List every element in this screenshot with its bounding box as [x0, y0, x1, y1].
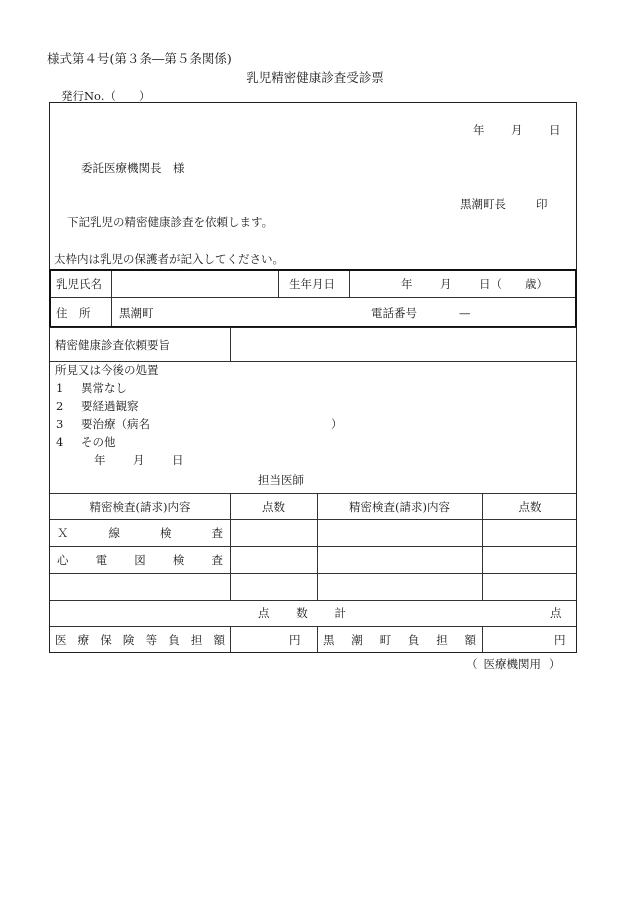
- birth-day: 日（: [479, 277, 502, 291]
- birth-label-divider-left: [278, 271, 279, 297]
- option-3-text: 要治療（病名: [81, 417, 150, 431]
- option-2-text: 要経過観察: [81, 399, 139, 413]
- findings-label: 所見又は今後の処置: [55, 363, 159, 377]
- addressee: 委託医療機関長 様: [81, 161, 185, 175]
- footer-close-paren: ）: [549, 657, 561, 671]
- option-1-number: 1: [56, 381, 64, 395]
- request-date-month: 月: [511, 123, 523, 137]
- label-divider: [111, 271, 112, 326]
- option-3-number: 3: [56, 417, 64, 431]
- billing-row1-line: [50, 546, 576, 547]
- billing-header-points-right: 点数: [518, 500, 542, 514]
- purpose-label: 精密健康診査依頼要旨: [55, 338, 170, 352]
- birthdate-label: 生年月日: [289, 277, 335, 291]
- age-suffix: 歳）: [525, 277, 548, 291]
- billing-header-content-left: 精密検査(請求)内容: [89, 500, 191, 514]
- phone-dash: —: [459, 306, 471, 320]
- birth-label-divider-right: [349, 271, 350, 297]
- guardian-note: 太枠内は乳児の保護者が記入してください。: [54, 252, 284, 266]
- page-title: 乳児精密健康診査受診票: [246, 70, 384, 85]
- phone-label: 電話番号: [371, 306, 417, 320]
- address-value[interactable]: 黒潮町: [119, 306, 154, 320]
- town-label-divider: [317, 626, 318, 652]
- option-4-number: 4: [56, 435, 64, 449]
- birth-month: 月: [440, 277, 452, 291]
- billing-total-line: [50, 626, 576, 627]
- doctor-label: 担当医師: [258, 473, 304, 487]
- xray-exam-label: Ｘ 線 検 査: [57, 526, 223, 540]
- footer-note-text: 医療機関用: [483, 657, 541, 671]
- option-4-text: その他: [81, 435, 116, 449]
- option-3-close-paren: ）: [331, 417, 343, 431]
- request-date-day: 日: [549, 123, 561, 137]
- option-2-number: 2: [56, 399, 64, 413]
- town-burden-unit: 円: [554, 633, 566, 647]
- request-date-year: 年: [473, 123, 485, 137]
- billing-top-line: [50, 493, 576, 494]
- billing-header-content-right: 精密検査(請求)内容: [349, 500, 450, 514]
- billing-row3-line: [50, 600, 576, 601]
- address-label: 住 所: [56, 306, 91, 320]
- total-points-label: 点 数 計: [258, 606, 346, 620]
- issue-number: 発行No.（ ）: [61, 89, 151, 103]
- town-burden-label: 黒 潮 町 負 担 額: [323, 633, 476, 647]
- billing-header-points-left: 点数: [262, 500, 285, 514]
- request-body: 下記乳児の精密健康診査を依頼します。: [67, 215, 274, 229]
- exam-date-year: 年: [94, 453, 106, 467]
- infant-name-label: 乳児氏名: [56, 277, 102, 291]
- footer-note: [466, 656, 561, 672]
- option-1-text: 異常なし: [81, 381, 127, 395]
- form-number-label: 様式第４号(第３条―第５条関係): [47, 51, 232, 66]
- exam-date-day: 日: [172, 453, 184, 467]
- exam-section: [49, 327, 577, 653]
- insurance-burden-label: 医 療 保 険 等 負 担 額: [55, 633, 225, 647]
- infant-name-field[interactable]: [117, 277, 275, 291]
- birth-year: 年: [401, 277, 413, 291]
- footer-open-paren: （: [466, 657, 478, 671]
- insurance-burden-unit: 円: [289, 633, 301, 647]
- total-points-unit: 点: [550, 606, 562, 620]
- guardian-section: [49, 269, 577, 328]
- row-divider: [51, 297, 575, 298]
- seal-mark: 印: [536, 197, 548, 211]
- purpose-divider: [230, 328, 231, 361]
- insurance-divider: [230, 626, 231, 652]
- exam-date-month: 月: [133, 453, 145, 467]
- ecg-exam-label: 心 電 図 検 査: [57, 553, 223, 567]
- billing-header-line: [50, 519, 576, 520]
- sender-name: 黒潮町長: [460, 197, 506, 211]
- town-amount-divider: [482, 626, 483, 652]
- billing-row2-line: [50, 573, 576, 574]
- purpose-bottom-line: [50, 361, 576, 362]
